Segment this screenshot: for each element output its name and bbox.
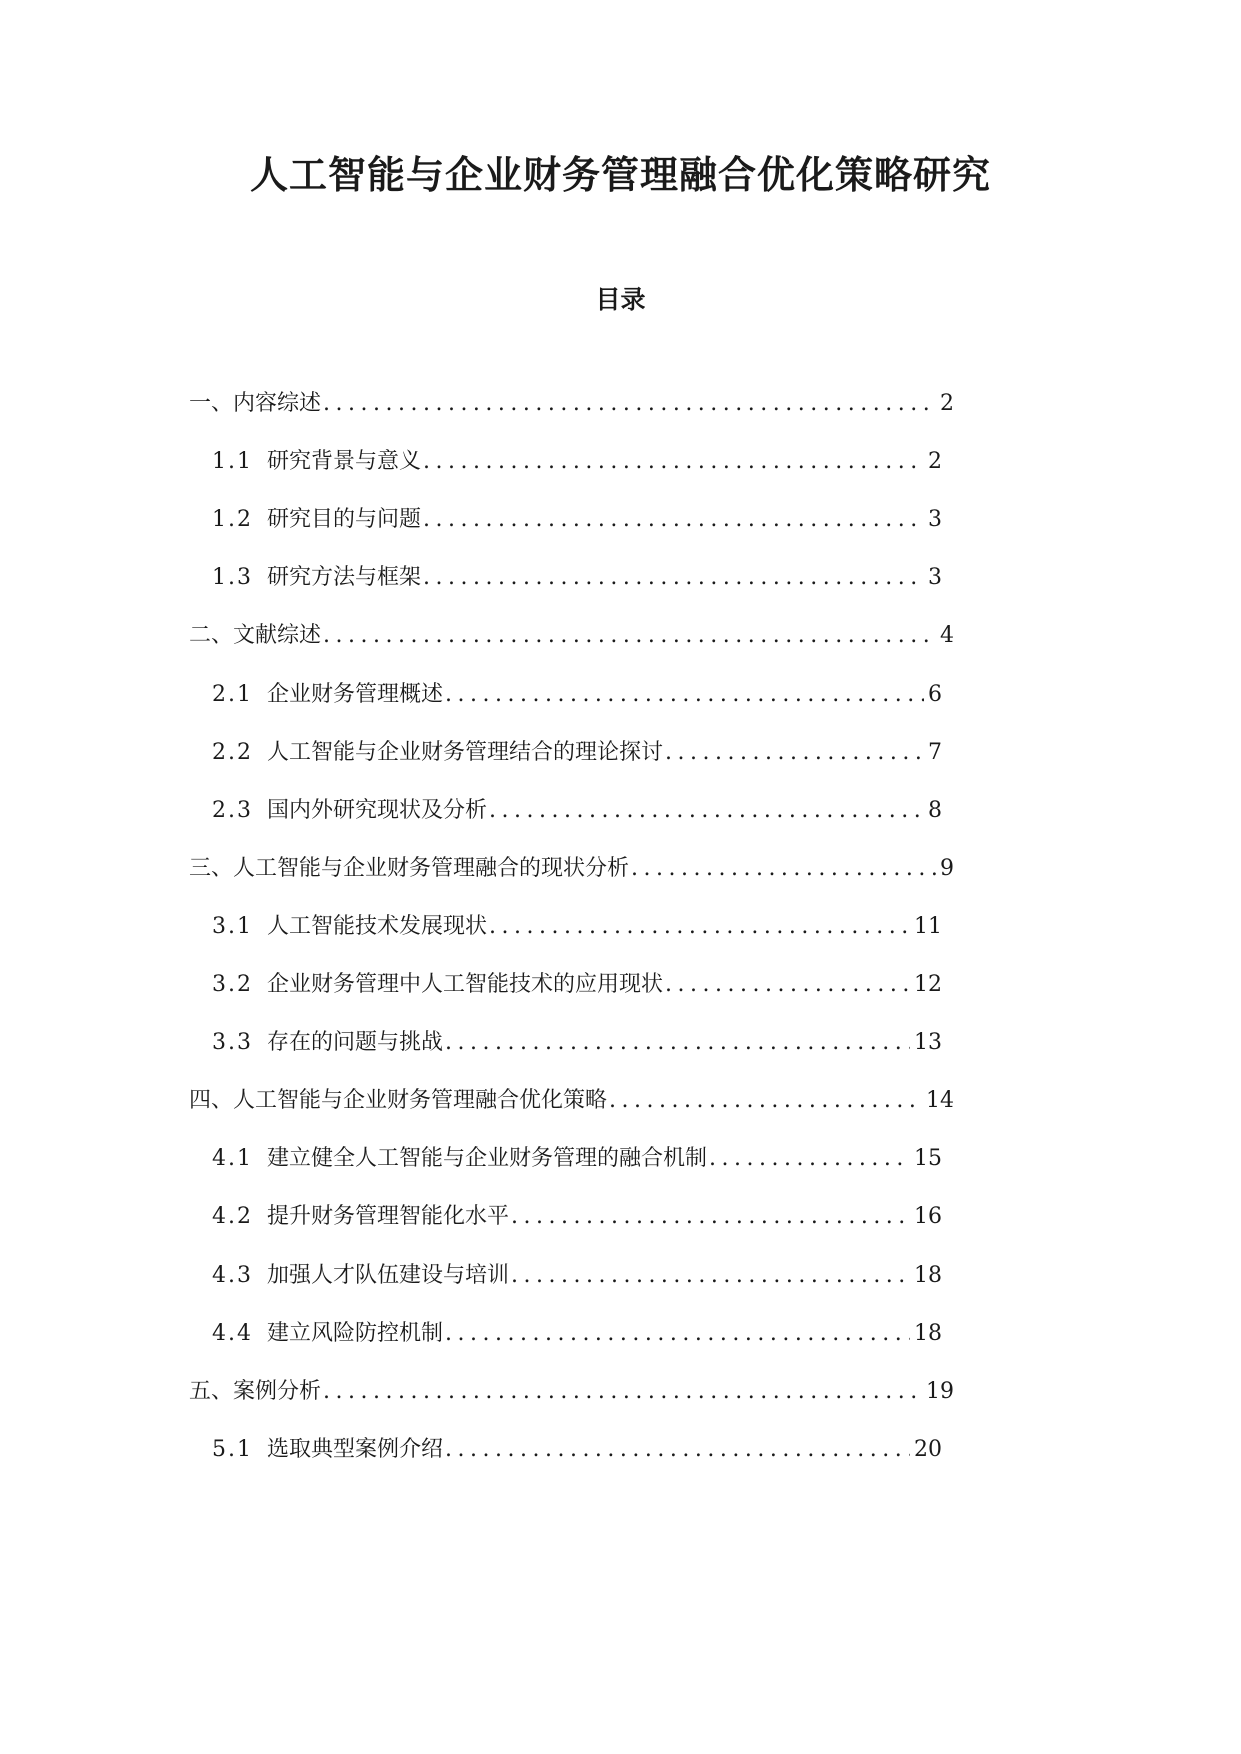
toc-entry-text: 建立风险防控机制	[267, 1321, 444, 1346]
toc-entry-text: 国内外研究现状及分析	[267, 798, 488, 823]
toc-page-number: 12	[914, 972, 942, 997]
toc-entry[interactable]	[212, 968, 942, 1002]
toc-page-number: 3	[928, 565, 942, 590]
toc-dot-leader	[609, 1084, 922, 1118]
toc-entry-label	[212, 794, 487, 828]
toc-dot-leader	[489, 910, 910, 944]
toc-entry-text: 加强人才队伍建设与培训	[267, 1263, 510, 1288]
toc-entry-text: 研究方法与框架	[267, 565, 422, 590]
toc-entry-number: 1.1	[212, 449, 253, 474]
toc-entry[interactable]	[189, 387, 954, 421]
toc-entry-number: 5.1	[212, 1437, 253, 1462]
toc-dot-leader	[423, 503, 924, 537]
toc-entry-text: 人工智能与企业财务管理结合的理论探讨	[267, 740, 664, 765]
toc-entry[interactable]	[212, 445, 942, 479]
toc-dot-leader	[445, 1026, 910, 1060]
toc-entry-label	[189, 1084, 607, 1118]
toc-entry[interactable]	[189, 619, 954, 653]
toc-entry-number: 2.3	[212, 798, 253, 823]
toc-entry-label	[212, 1317, 443, 1351]
toc-entry[interactable]	[189, 1375, 954, 1409]
toc-dot-leader	[489, 794, 924, 828]
toc-entry-text: 建立健全人工智能与企业财务管理的融合机制	[267, 1146, 708, 1171]
toc-page-number: 2	[928, 449, 942, 474]
toc-page-number: 18	[914, 1321, 942, 1346]
toc-entry-text: 人工智能技术发展现状	[267, 914, 488, 939]
toc-entry-text: 存在的问题与挑战	[267, 1030, 444, 1055]
toc-entry-text: 选取典型案例介绍	[267, 1437, 444, 1462]
toc-page-number: 20	[914, 1437, 942, 1462]
toc-dot-leader	[423, 561, 924, 595]
toc-entry-number: 4.3	[212, 1263, 253, 1288]
toc-page-number: 15	[914, 1146, 942, 1171]
toc-entry-number: 2.1	[212, 682, 253, 707]
toc-entry-text: 研究目的与问题	[267, 507, 422, 532]
toc-entry[interactable]	[212, 1026, 942, 1060]
toc-page-number: 16	[914, 1204, 942, 1229]
toc-dot-leader	[665, 736, 924, 770]
toc-entry-number: 3.1	[212, 914, 253, 939]
toc-entry-text: 五、案例分析	[189, 1379, 322, 1404]
toc-entry[interactable]	[212, 1259, 942, 1293]
toc-entry-text: 四、人工智能与企业财务管理融合优化策略	[189, 1088, 608, 1113]
toc-entry-label	[212, 445, 421, 479]
toc-page-number: 2	[940, 391, 954, 416]
toc-entry-text: 二、文献综述	[189, 623, 322, 648]
toc-entry[interactable]	[189, 1084, 954, 1118]
toc-page-number: 18	[914, 1263, 942, 1288]
toc-entry-text: 三、人工智能与企业财务管理融合的现状分析	[189, 856, 630, 881]
toc-page-number: 6	[928, 682, 942, 707]
toc-page-number: 3	[928, 507, 942, 532]
toc-entry[interactable]	[189, 852, 954, 886]
toc-page-number: 8	[928, 798, 942, 823]
toc-page-number: 13	[914, 1030, 942, 1055]
toc-dot-leader	[665, 968, 910, 1002]
toc-entry-number: 2.2	[212, 740, 253, 765]
toc-dot-leader	[323, 1375, 922, 1409]
toc-page-number: 9	[940, 856, 954, 881]
toc-entry-label	[212, 503, 421, 537]
toc-page-number: 14	[926, 1088, 954, 1113]
toc-entry-number: 3.3	[212, 1030, 253, 1055]
toc-entry[interactable]	[212, 1200, 942, 1234]
toc-entry[interactable]	[212, 678, 942, 712]
toc-entry-label	[212, 561, 421, 595]
toc-entry-label	[189, 387, 321, 421]
toc-entry[interactable]	[212, 503, 942, 537]
toc-dot-leader	[323, 387, 936, 421]
toc-entry-text: 企业财务管理中人工智能技术的应用现状	[267, 972, 664, 997]
toc-dot-leader	[445, 678, 924, 712]
toc-dot-leader	[445, 1433, 910, 1467]
toc-dot-leader	[445, 1317, 910, 1351]
toc-entry-label	[212, 910, 487, 944]
toc-dot-leader	[511, 1259, 910, 1293]
toc-entry-label	[189, 1375, 321, 1409]
toc-entry[interactable]	[212, 910, 942, 944]
toc-entry-label	[189, 852, 629, 886]
toc-entry-text: 研究背景与意义	[267, 449, 422, 474]
toc-page-number: 11	[914, 914, 942, 939]
toc-entry-number: 4.2	[212, 1204, 253, 1229]
toc-entry[interactable]	[212, 1142, 942, 1176]
toc-entry-number: 1.3	[212, 565, 253, 590]
toc-page-number: 19	[926, 1379, 954, 1404]
toc-entry[interactable]	[212, 561, 942, 595]
toc-entry-label	[212, 1200, 509, 1234]
toc-entry-label	[212, 1142, 707, 1176]
toc-entry-number: 1.2	[212, 507, 253, 532]
toc-dot-leader	[323, 619, 936, 653]
toc-heading: 目录	[595, 285, 646, 314]
toc-entry-label	[212, 1259, 509, 1293]
toc-dot-leader	[709, 1142, 910, 1176]
toc-entry-text: 一、内容综述	[189, 391, 322, 416]
toc-entry-text: 提升财务管理智能化水平	[267, 1204, 510, 1229]
toc-entry[interactable]	[212, 1433, 942, 1467]
toc-entry-text: 企业财务管理概述	[267, 682, 444, 707]
toc-entry-number: 4.1	[212, 1146, 253, 1171]
toc-entry[interactable]	[212, 1317, 942, 1351]
toc-dot-leader	[631, 852, 936, 886]
toc-dot-leader	[511, 1200, 910, 1234]
toc-entry-label	[212, 736, 663, 770]
document-title: 人工智能与企业财务管理融合优化策略研究	[249, 152, 991, 197]
toc-entry[interactable]	[212, 736, 942, 770]
toc-entry-number: 4.4	[212, 1321, 253, 1346]
toc-entry-label	[212, 678, 443, 712]
toc-dot-leader	[423, 445, 924, 479]
toc-entry-number: 3.2	[212, 972, 253, 997]
toc-entry-label	[212, 1026, 443, 1060]
toc-page-number: 7	[928, 740, 942, 765]
toc-entry-label	[212, 1433, 443, 1467]
toc-entry-label	[189, 619, 321, 653]
toc-entry[interactable]	[212, 794, 942, 828]
toc-entry-label	[212, 968, 663, 1002]
toc-page-number: 4	[940, 623, 954, 648]
